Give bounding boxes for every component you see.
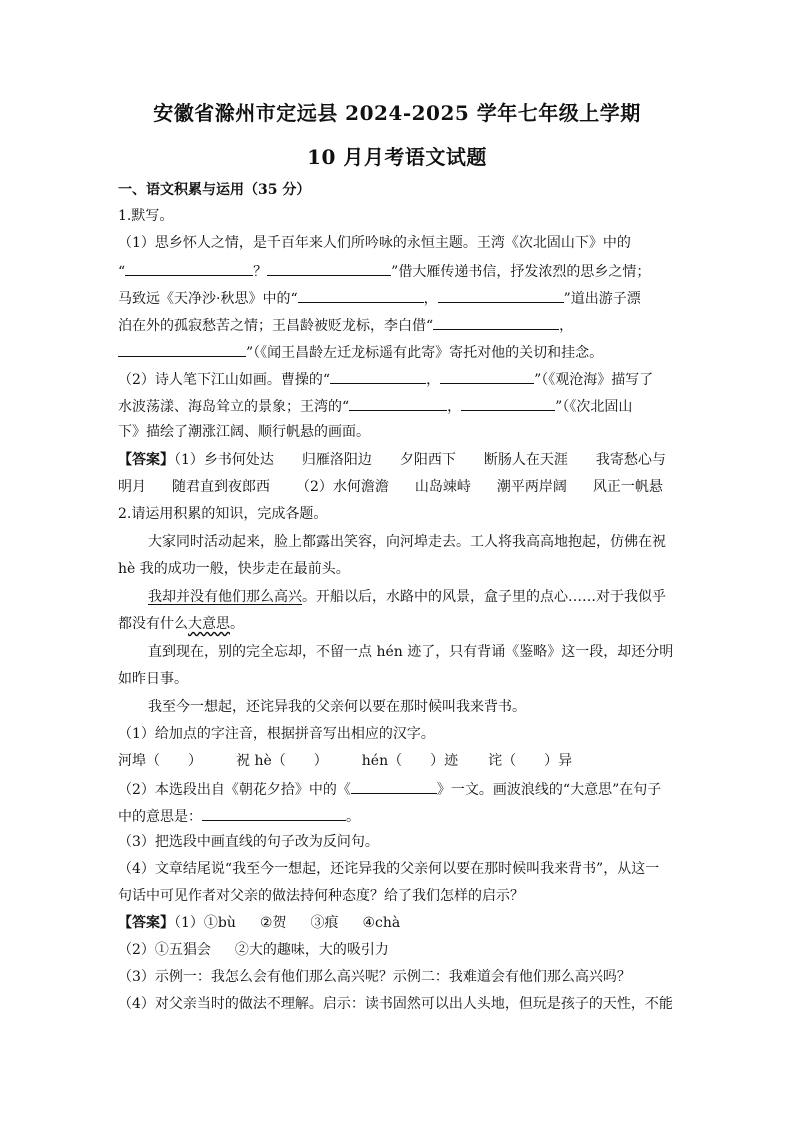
passage-para3-line2: 如昨日事。 [118, 671, 188, 687]
q1-part1-line5: ”（《闻王昌龄左迁龙标遥有此寄》寄托对他的关切和挂念。 [118, 341, 678, 363]
answer-blank[interactable] [461, 395, 555, 411]
q1-part2-line1: （2）诗人笔下江山如画。曹操的“ ， ”（《观沧海》描写了 [118, 368, 678, 390]
passage-para3-line1: 直到现在，别的完全忘却，不留一点 hén 迹了，只有背诵《鉴略》这一段，却还分明 [148, 644, 674, 660]
q2-sub3: （3）把选段中画直线的句子改为反问句。 [118, 834, 379, 850]
q1-part1-line1: （1）思乡怀人之情，是千百年来人们所吟咏的永恒主题。王湾《次北固山下》中的 [118, 235, 631, 251]
q2-answer-line1: 【答案】（1）①bù ②贺 ③痕 ④chà [118, 915, 401, 931]
q2-sub1-items: 河埠（ ） 祝 hè（ ） hén（ ）迹 诧（ ）异 [118, 753, 573, 769]
exam-title-line2: 10 月月考语文试题 [307, 145, 487, 169]
question-1-label: 1.默写。 [118, 208, 174, 224]
exam-title-line1: 安徽省滁州市定远县 2024-2025 学年七年级上学期 [153, 101, 641, 125]
answer-blank[interactable] [351, 778, 437, 794]
answer-label: 【答案】 [118, 915, 174, 931]
passage-para1-line2: hè 我的成功一般，快步走在最前头。 [118, 561, 350, 577]
answer-blank[interactable] [118, 341, 246, 357]
q1-part1-line2: “ ？ ”借大雁传递书信，抒发浓烈的思乡之情； [118, 260, 678, 282]
section-heading: 一、语文积累与运用（35 分） [118, 182, 311, 198]
answer-blank[interactable] [125, 260, 253, 276]
answer-blank[interactable] [330, 368, 426, 384]
answer-blank[interactable] [298, 287, 424, 303]
q2-sub4-line2: 句话中可见作者对父亲的做法持何种态度？给了我们怎样的启示？ [118, 888, 524, 904]
answer-label: 【答案】 [118, 452, 174, 468]
answer-blank[interactable] [202, 805, 346, 821]
q1-part2-line3: 下》描绘了潮涨江阔、顺行帆悬的画面。 [118, 424, 370, 440]
underlined-sentence: 我却并没有他们那么高兴 [148, 589, 302, 605]
q2-sub1: （1）给加点的字注音，根据拼音写出相应的汉字。 [118, 726, 435, 742]
q2-sub2-line1: （2）本选段出自《朝花夕拾》中的《 》一文。画波浪线的“大意思”在句子 [118, 778, 678, 800]
answer-blank[interactable] [440, 368, 534, 384]
q1-answer-line2: 明月 随君直到夜郎西 （2）水何澹澹 山岛竦峙 潮平两岸阔 风正一帆悬 [118, 479, 663, 495]
passage-para4: 我至今一想起，还诧异我的父亲何以要在那时候叫我来背书。 [148, 699, 526, 715]
answer-blank[interactable] [349, 395, 447, 411]
passage-para2-line1: 我却并没有他们那么高兴。开船以后，水路中的风景，盒子里的点心……对于我似乎 [148, 589, 666, 605]
passage-para2-line2: 都没有什么大意思。 [118, 616, 244, 632]
q1-part1-line4: 泊在外的孤寂愁苦之情；王昌龄被贬龙标，李白借“ ， [118, 314, 678, 336]
question-2-label: 2.请运用积累的知识，完成各题。 [118, 506, 328, 522]
answer-blank[interactable] [438, 287, 564, 303]
q1-part1-line3: 马致远《天净沙·秋思》中的“ ， ”道出游子漂 [118, 287, 678, 309]
q1-part2-line2: 水波荡漾、海岛耸立的景象；王湾的“ ， ”（《次北固山 [118, 395, 678, 417]
passage-para1-line1: 大家同时活动起来，脸上都露出笑容，向河埠走去。工人将我高高地抱起，仿佛在祝 [148, 534, 666, 550]
q2-answer-line3: （3）示例一：我怎么会有他们那么高兴呢？示例二：我难道会有他们那么高兴吗？ [118, 969, 631, 985]
q2-answer-line2: （2）①五猖会 ②大的趣味，大的吸引力 [118, 942, 389, 958]
q1-answer-line1: 【答案】（1）乡书何处达 归雁洛阳边 夕阳西下 断肠人在天涯 我寄愁心与 [118, 452, 666, 468]
q2-sub2-line2: 中的意思是： 。 [118, 805, 678, 827]
q2-answer-line4: （4）对父亲当时的做法不理解。启示：读书固然可以出人头地，但玩是孩子的天性，不能 [118, 996, 673, 1012]
wavy-underlined-phrase: 大意思 [188, 616, 230, 632]
q2-sub4-line1: （4）文章结尾说“我至今一想起，还诧异我的父亲何以要在那时候叫我来背书”，从这一 [118, 861, 660, 877]
answer-blank[interactable] [267, 260, 391, 276]
answer-blank[interactable] [433, 314, 559, 330]
